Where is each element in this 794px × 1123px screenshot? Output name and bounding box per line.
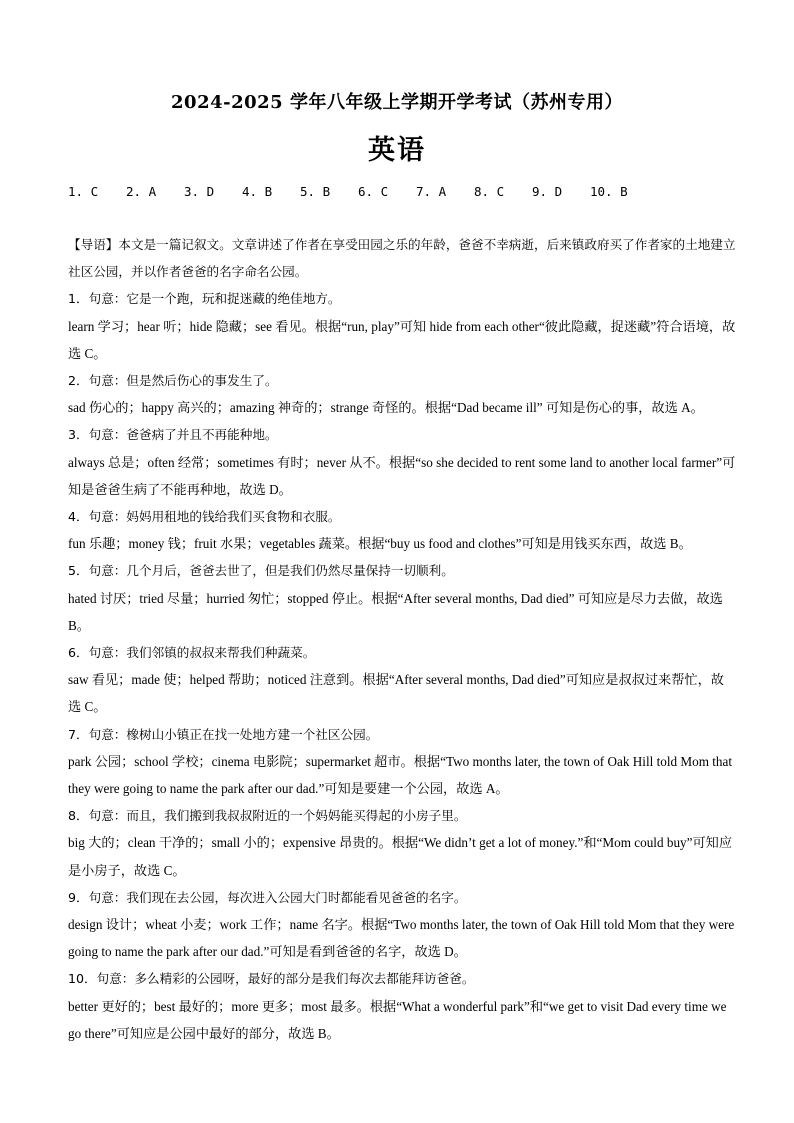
intro-paragraph: 【导语】本文是一篇记叙文。文章讲述了作者在享受田园之乐的年龄，爸爸不幸病逝，后来镇政府买了作者家的土地建立社区公园，并以作者爸爸的名字命名公园。 (68, 237, 736, 280)
item-translation: 7．句意：橡树山小镇正在找一处地方建一个社区公园。 (68, 726, 379, 742)
item-analysis: better 更好的；best 最好的；more 更多；most 最多。根据“What a wonderful park”和“we get to visit Dad every time we go there”可知应是公园中最好的部分，故选 B。 (68, 998, 727, 1041)
answer-item: 3. D (184, 184, 215, 199)
item-translation: 9．句意：我们现在去公园，每次进入公园大门时都能看见爸爸的名字。 (68, 889, 467, 905)
answer-item: 1. C (68, 184, 99, 199)
item-translation: 4．句意：妈妈用租地的钱给我们买食物和衣服。 (68, 509, 341, 525)
item-translation: 10．句意：多么精彩的公园呀，最好的部分是我们每次去都能拜访爸爸。 (68, 971, 475, 987)
answer-item: 8. C (474, 184, 505, 199)
answer-key (68, 184, 748, 199)
answer-item: 4. B (242, 184, 273, 199)
item-translation: 1．句意：它是一个跑，玩和捉迷藏的绝佳地方。 (68, 291, 341, 307)
item-analysis: hated 讨厌；tried 尽量；hurried 匆忙；stopped 停止。根据“After several months, Dad died” 可知应是尽力去做，故选 B。 (68, 590, 723, 633)
answer-item: 10. B (590, 184, 628, 199)
item-analysis: sad 伤心的；happy 高兴的；amazing 神奇的；strange 奇怪的。根据“Dad became ill” 可知是伤心的事，故选 A。 (68, 400, 704, 416)
item-analysis: big 大的；clean 干净的；small 小的；expensive 昂贵的。根据“We didn’t get a lot of money.”和“Mom could buy”可知应是小房子，故选 C。 (68, 835, 733, 878)
item-translation: 6．句意：我们邻镇的叔叔来帮我们种蔬菜。 (68, 645, 316, 661)
item-analysis: park 公园；school 学校；cinema 电影院；supermarket 超市。根据“Two months later, the town of Oak Hill told Mom that they were going to name the park after our dad.”可知是要建一个公园，故选 A。 (68, 753, 733, 797)
item-translation: 3．句意：爸爸病了并且不再能种地。 (68, 427, 278, 443)
answer-item: 7. A (416, 184, 447, 199)
answer-item: 5. B (300, 184, 331, 199)
item-translation: 2．句意：但是然后伤心的事发生了。 (68, 373, 278, 389)
item-analysis: fun 乐趣；money 钱；fruit 水果；vegetables 蔬菜。根据“buy us food and clothes”可知是用钱买东西，故选 B。 (68, 536, 692, 552)
document-title: 2024-2025 学年八年级上学期开学考试（苏州专用） (171, 92, 623, 113)
item-translation: 5．句意：几个月后，爸爸去世了，但是我们仍然尽量保持一切顺利。 (68, 563, 454, 579)
item-analysis: always 总是；often 经常；sometimes 有时；never 从不。根据“so she decided to rent some land to another local farmer”可知是爸爸生病了不能再种地，故选 D。 (68, 454, 736, 497)
item-analysis: saw 看见；made 使；helped 帮助；noticed 注意到。根据“After several months, Dad died”可知应是叔叔过来帮忙，故选 C。 (68, 672, 724, 715)
item-analysis: design 设计；wheat 小麦；work 工作；name 名字。根据“Two months later, the town of Oak Hill told Mom that they were going to name the park after our dad.”可知是看到爸爸的名字，故选 D。 (68, 917, 735, 960)
answer-item: 9. D (532, 184, 563, 199)
answer-item: 6. C (358, 184, 389, 199)
answer-item: 2. A (126, 184, 157, 199)
item-translation: 8．句意：而且，我们搬到我叔叔附近的一个妈妈能买得起的小房子里。 (68, 808, 467, 824)
subject-heading: 英语 (368, 135, 426, 166)
item-analysis: learn 学习；hear 听；hide 隐藏；see 看见。根据“run, play”可知 hide from each other“彼此隐藏，捉迷藏”符合语境，故选 C。 (68, 318, 736, 361)
explanations (68, 231, 736, 1047)
